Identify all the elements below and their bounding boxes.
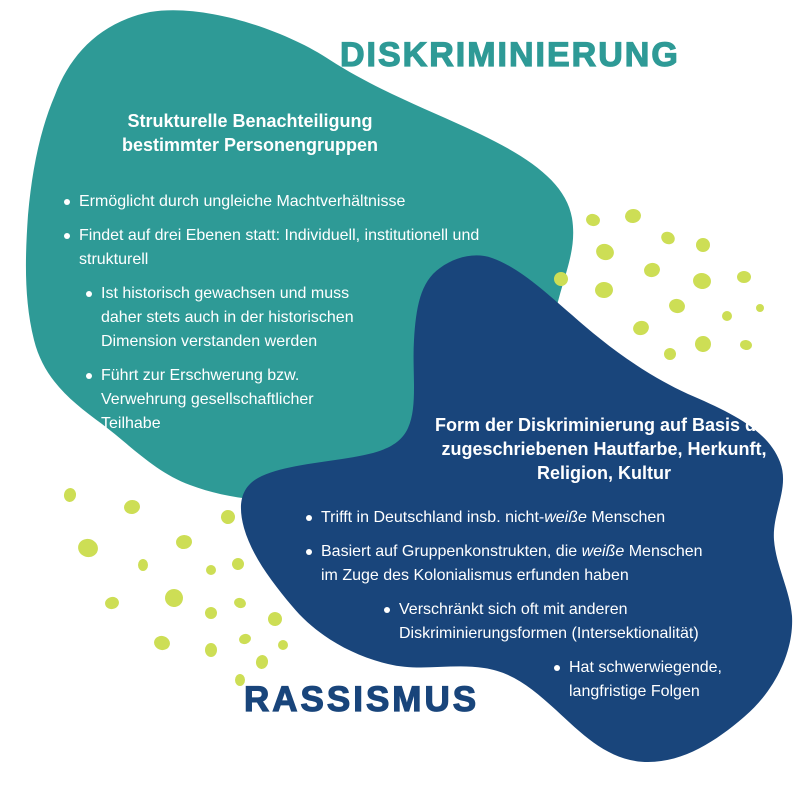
bullet-text: Basiert auf Gruppenkonstrukten, die weiße Menschen im Zuge des Kolonialismus erfunden haben bbox=[321, 543, 703, 584]
teal-section-heading: Strukturelle Benachteiligung bestimmter Personengruppen bbox=[121, 111, 379, 155]
lime-dot bbox=[594, 241, 616, 262]
lime-dot bbox=[692, 272, 713, 291]
lime-dot bbox=[667, 297, 686, 315]
bullet-marker bbox=[64, 233, 70, 239]
lime-dot bbox=[659, 229, 677, 246]
title-diskriminierung: DISKRIMINIERUNG bbox=[340, 36, 680, 74]
lime-dot bbox=[219, 508, 237, 526]
lime-dot bbox=[255, 654, 269, 670]
bullet-item bbox=[64, 190, 549, 214]
bullet-text: Trifft in Deutschland insb. nicht-weiße Menschen bbox=[321, 509, 666, 526]
bullet-item bbox=[554, 656, 759, 704]
lime-dot bbox=[164, 588, 184, 608]
lime-dot bbox=[594, 281, 613, 299]
lime-dot bbox=[696, 238, 710, 252]
bullet-marker bbox=[384, 607, 390, 613]
lime-dot bbox=[205, 607, 217, 619]
teal-section-bullet-list bbox=[64, 190, 549, 436]
bullet-marker bbox=[306, 515, 312, 521]
bullet-marker bbox=[64, 199, 70, 205]
lime-dot bbox=[267, 611, 283, 627]
bullet-item bbox=[306, 540, 759, 588]
lime-dot bbox=[206, 565, 216, 575]
lime-dot bbox=[278, 640, 288, 650]
lime-dot bbox=[76, 537, 100, 560]
bullet-item bbox=[306, 506, 759, 530]
lime-dot bbox=[694, 335, 711, 352]
bullet-marker bbox=[306, 549, 312, 555]
lime-dot bbox=[104, 595, 121, 610]
lime-dot bbox=[233, 596, 248, 609]
bullet-marker bbox=[86, 373, 92, 379]
lime-dot bbox=[63, 487, 77, 503]
bullet-item bbox=[86, 282, 549, 354]
lime-dot bbox=[737, 271, 751, 283]
lime-dot bbox=[739, 339, 753, 351]
bullet-text: Ermöglicht durch ungleiche Machtverhältnisse bbox=[79, 193, 406, 210]
navy-section-bullet-list bbox=[306, 506, 759, 704]
lime-dot bbox=[153, 634, 172, 651]
bullet-marker bbox=[86, 291, 92, 297]
bullet-text: Verschränkt sich oft mit anderen Diskriminierungsformen (Intersektionalität) bbox=[399, 601, 699, 642]
lime-dot bbox=[585, 212, 602, 227]
lime-dot bbox=[631, 319, 651, 338]
lime-dot bbox=[205, 643, 217, 657]
title-rassismus: RASSISMUS bbox=[244, 680, 480, 719]
bullet-marker bbox=[554, 665, 560, 671]
lime-dot bbox=[624, 208, 642, 225]
lime-dot bbox=[231, 557, 245, 571]
bullet-text: Findet auf drei Ebenen statt: Individuell, institutionell und strukturell bbox=[79, 227, 480, 268]
lime-dot bbox=[642, 261, 661, 279]
lime-dot bbox=[138, 559, 148, 571]
lime-dot bbox=[238, 632, 253, 645]
lime-dot bbox=[123, 498, 142, 515]
bullet-text: Hat schwerwiegende, langfristige Folgen bbox=[569, 659, 722, 700]
lime-dot bbox=[756, 304, 764, 312]
bullet-text: Ist historisch gewachsen und muss daher stets auch in der historischen Dimension verstanden werden bbox=[101, 285, 354, 350]
bullet-text: Führt zur Erschwerung bzw. Verwehrung gesellschaftlicher Teilhabe bbox=[101, 367, 314, 432]
lime-dot bbox=[664, 348, 676, 360]
bullet-item bbox=[64, 224, 549, 272]
lime-dot bbox=[175, 534, 193, 550]
navy-section-heading: Form der Diskriminierung auf Basis der zugeschriebenen Hautfarbe, Herkunft, Religion, Kultur bbox=[434, 415, 774, 483]
bullet-item bbox=[384, 598, 759, 646]
lime-dot bbox=[722, 311, 732, 321]
